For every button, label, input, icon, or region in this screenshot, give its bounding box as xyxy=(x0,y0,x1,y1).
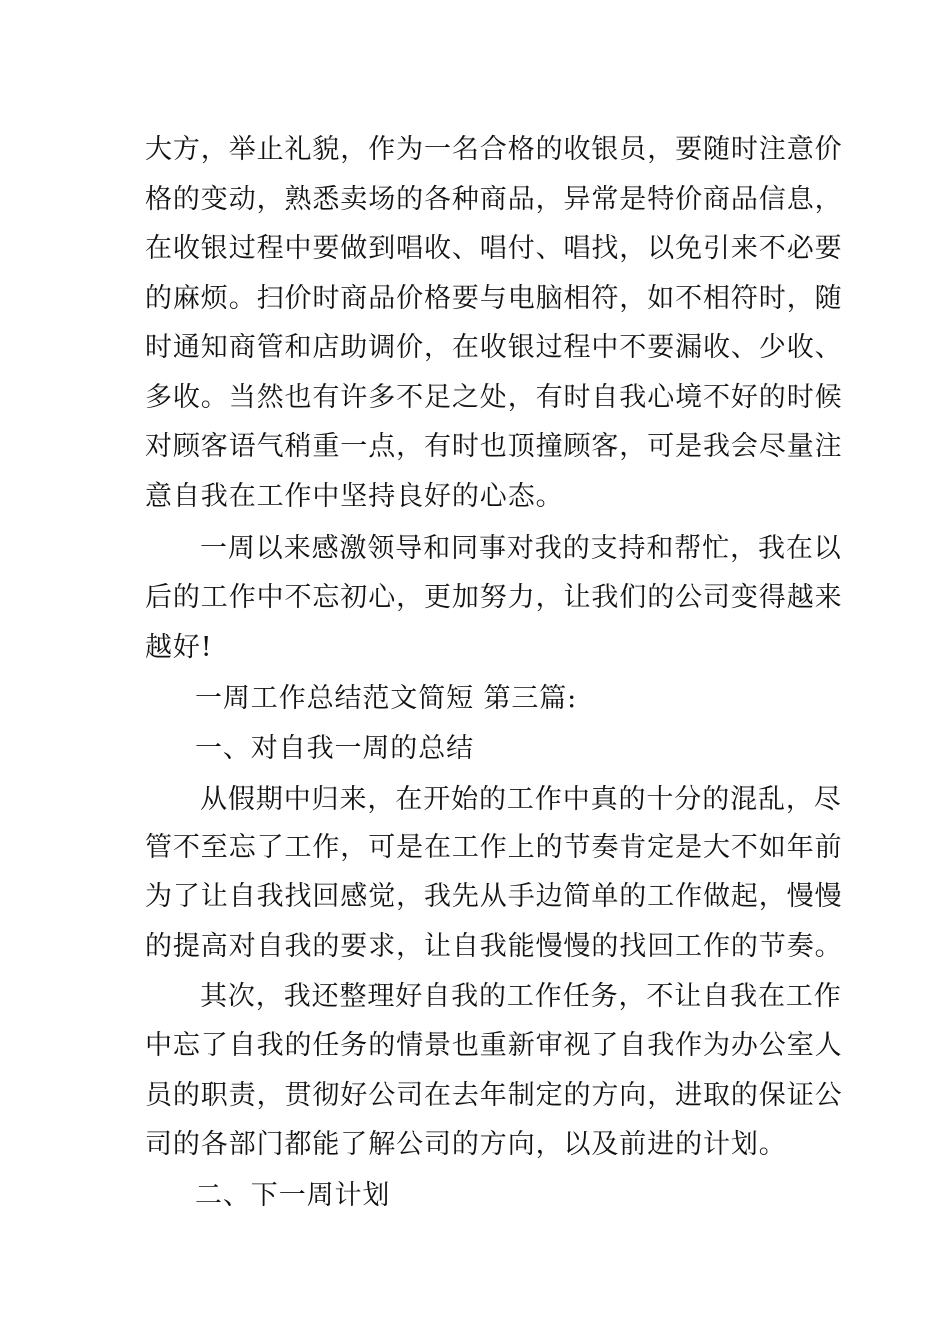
text-line: 意自我在工作中坚持良好的心态。 xyxy=(145,481,564,512)
text-line: 后的工作中不忘初心，更加努力，让我们的公司变得越来 xyxy=(145,582,843,613)
paragraph-start-line: 一周以来感激领导和同事对我的支持和帮忙，我在以 xyxy=(200,533,842,564)
section-heading: 一、对自我一周的总结 xyxy=(195,733,474,764)
paragraph-start-line: 其次，我还整理好自我的工作任务，不让自我在工作 xyxy=(200,981,842,1012)
text-line: 中忘了自我的任务的情景也重新审视了自我作为办公室人 xyxy=(145,1030,843,1061)
text-line: 对顾客语气稍重一点，有时也顶撞顾客，可是我会尽量注 xyxy=(145,431,843,462)
text-line: 员的职责，贯彻好公司在去年制定的方向，进取的保证公 xyxy=(145,1080,843,1111)
section-heading: 二、下一周计划 xyxy=(195,1180,391,1211)
text-line: 司的各部门都能了解公司的方向，以及前进的计划。 xyxy=(145,1129,787,1160)
text-line: 在收银过程中要做到唱收、唱付、唱找，以免引来不必要 xyxy=(145,233,843,264)
text-line: 格的变动，熟悉卖场的各种商品，异常是特价商品信息， xyxy=(145,184,843,215)
section-title: 一周工作总结范文简短 第三篇: xyxy=(195,683,578,714)
paragraph-start-line: 从假期中归来，在开始的工作中真的十分的混乱，尽 xyxy=(200,784,842,815)
text-line: 越好! xyxy=(145,632,213,663)
text-line: 多收。当然也有许多不足之处，有时自我心境不好的时候 xyxy=(145,382,843,413)
text-line: 的麻烦。扫价时商品价格要与电脑相符，如不相符时，随 xyxy=(145,283,843,314)
text-line: 的提高对自我的要求，让自我能慢慢的找回工作的节奏。 xyxy=(145,931,843,962)
text-line: 管不至忘了工作，可是在工作上的节奏肯定是大不如年前 xyxy=(145,832,843,863)
text-line: 大方，举止礼貌，作为一名合格的收银员，要随时注意价 xyxy=(145,134,843,165)
text-line: 为了让自我找回感觉，我先从手边简单的工作做起，慢慢 xyxy=(145,881,843,912)
text-line: 时通知商管和店助调价，在收银过程中不要漏收、少收、 xyxy=(145,332,843,363)
